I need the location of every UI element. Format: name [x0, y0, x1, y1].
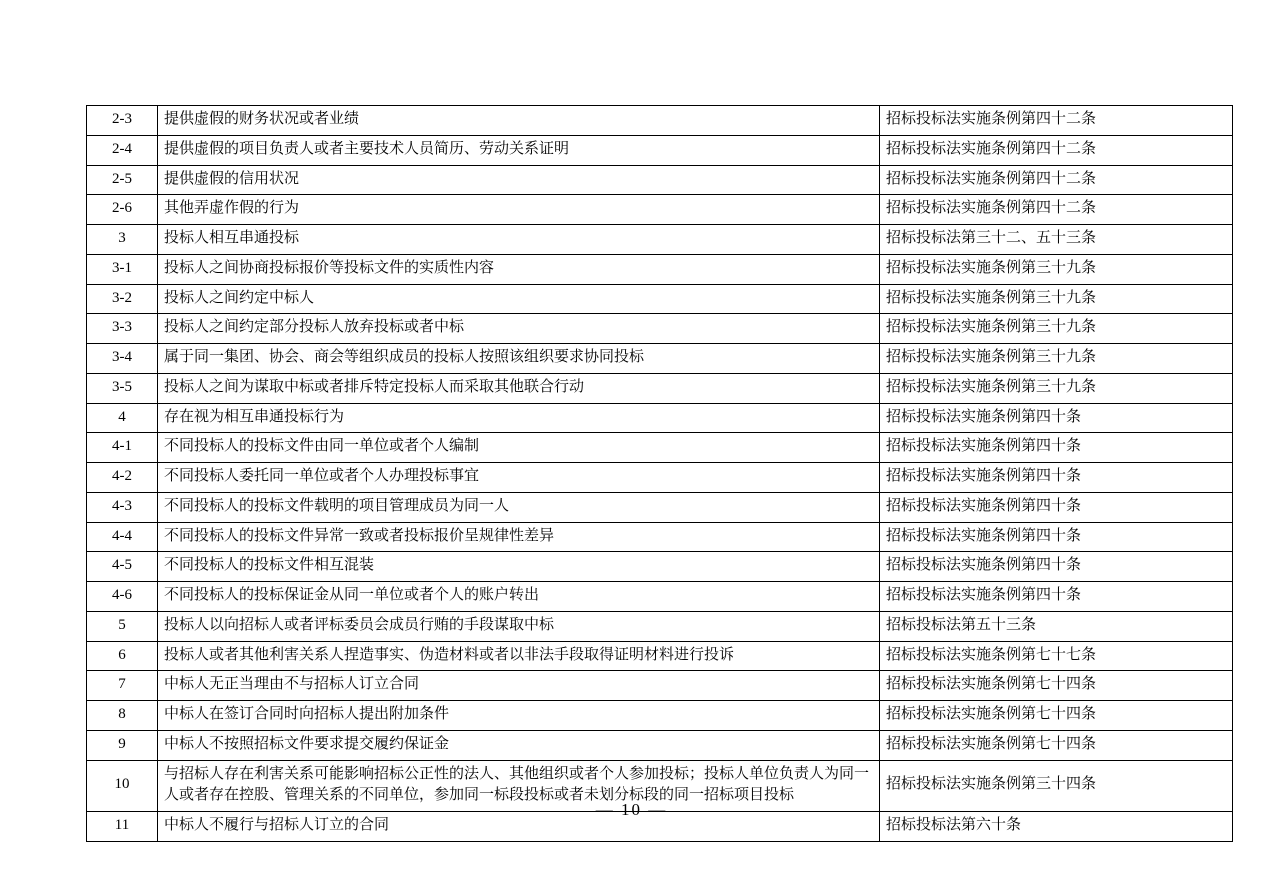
row-law-reference: 招标投标法实施条例第七十七条 [880, 641, 1233, 671]
row-description: 不同投标人的投标文件异常一致或者投标报价呈规律性差异 [158, 522, 880, 552]
row-number: 3-1 [87, 254, 158, 284]
table-row [87, 730, 1233, 760]
row-description: 不同投标人的投标文件由同一单位或者个人编制 [158, 433, 880, 463]
table-row [87, 373, 1233, 403]
page-number: — 10 — [595, 800, 668, 819]
row-number: 2-4 [87, 135, 158, 165]
table-row [87, 611, 1233, 641]
row-number: 4-2 [87, 463, 158, 493]
row-law-reference: 招标投标法实施条例第三十九条 [880, 344, 1233, 374]
row-description: 属于同一集团、协会、商会等组织成员的投标人按照该组织要求协同投标 [158, 344, 880, 374]
row-law-reference: 招标投标法实施条例第七十四条 [880, 671, 1233, 701]
row-number: 6 [87, 641, 158, 671]
table-row [87, 195, 1233, 225]
row-number: 2-5 [87, 165, 158, 195]
row-number: 3-4 [87, 344, 158, 374]
table-row [87, 582, 1233, 612]
row-description: 投标人相互串通投标 [158, 225, 880, 255]
table-row [87, 552, 1233, 582]
row-law-reference: 招标投标法实施条例第四十条 [880, 433, 1233, 463]
row-law-reference: 招标投标法实施条例第三十四条 [880, 760, 1233, 812]
table-row [87, 165, 1233, 195]
row-number: 3-5 [87, 373, 158, 403]
table-row [87, 671, 1233, 701]
row-law-reference: 招标投标法实施条例第四十条 [880, 552, 1233, 582]
row-law-reference: 招标投标法实施条例第三十九条 [880, 284, 1233, 314]
table-row [87, 433, 1233, 463]
row-description: 其他弄虚作假的行为 [158, 195, 880, 225]
table-row [87, 641, 1233, 671]
row-number: 4 [87, 403, 158, 433]
row-number: 5 [87, 611, 158, 641]
row-law-reference: 招标投标法实施条例第四十条 [880, 522, 1233, 552]
table-row [87, 492, 1233, 522]
table-row [87, 225, 1233, 255]
row-law-reference: 招标投标法实施条例第四十二条 [880, 165, 1233, 195]
table-row [87, 106, 1233, 136]
row-number: 10 [87, 760, 158, 812]
row-number: 9 [87, 730, 158, 760]
table-row [87, 344, 1233, 374]
row-description: 提供虚假的信用状况 [158, 165, 880, 195]
row-law-reference: 招标投标法实施条例第三十九条 [880, 373, 1233, 403]
row-number: 4-1 [87, 433, 158, 463]
row-description: 不同投标人的投标文件相互混装 [158, 552, 880, 582]
row-law-reference: 招标投标法实施条例第四十二条 [880, 106, 1233, 136]
row-law-reference: 招标投标法实施条例第三十九条 [880, 254, 1233, 284]
row-number: 4-3 [87, 492, 158, 522]
row-law-reference: 招标投标法实施条例第四十二条 [880, 195, 1233, 225]
row-number: 7 [87, 671, 158, 701]
row-law-reference: 招标投标法实施条例第四十条 [880, 492, 1233, 522]
row-description: 中标人在签订合同时向招标人提出附加条件 [158, 701, 880, 731]
row-description: 中标人不按照招标文件要求提交履约保证金 [158, 730, 880, 760]
row-description: 投标人之间约定部分投标人放弃投标或者中标 [158, 314, 880, 344]
row-description: 提供虚假的项目负责人或者主要技术人员简历、劳动关系证明 [158, 135, 880, 165]
row-description: 投标人之间为谋取中标或者排斥特定投标人而采取其他联合行动 [158, 373, 880, 403]
row-number: 4-5 [87, 552, 158, 582]
row-description: 中标人不履行与招标人订立的合同 [158, 812, 880, 842]
row-number: 2-6 [87, 195, 158, 225]
row-law-reference: 招标投标法实施条例第七十四条 [880, 730, 1233, 760]
row-law-reference: 招标投标法第六十条 [880, 812, 1233, 842]
row-number: 3 [87, 225, 158, 255]
row-number: 3-2 [87, 284, 158, 314]
row-law-reference: 招标投标法实施条例第四十条 [880, 582, 1233, 612]
table-row [87, 254, 1233, 284]
row-description: 投标人或者其他利害关系人捏造事实、伪造材料或者以非法手段取得证明材料进行投诉 [158, 641, 880, 671]
row-law-reference: 招标投标法实施条例第四十二条 [880, 135, 1233, 165]
row-description: 提供虚假的财务状况或者业绩 [158, 106, 880, 136]
row-description: 不同投标人委托同一单位或者个人办理投标事宜 [158, 463, 880, 493]
table-row [87, 463, 1233, 493]
violation-list-table [86, 105, 1233, 842]
table-row [87, 403, 1233, 433]
row-number: 3-3 [87, 314, 158, 344]
row-number: 4-4 [87, 522, 158, 552]
row-description: 与招标人存在利害关系可能影响招标公正性的法人、其他组织或者个人参加投标；投标人单位负责人为同一人或者存在控股、管理关系的不同单位，参加同一标段投标或者未划分标段的同一招标项目投标 [158, 760, 880, 812]
row-law-reference: 招标投标法实施条例第四十条 [880, 463, 1233, 493]
row-law-reference: 招标投标法实施条例第三十九条 [880, 314, 1233, 344]
table-body [87, 106, 1233, 842]
row-number: 8 [87, 701, 158, 731]
row-law-reference: 招标投标法第三十二、五十三条 [880, 225, 1233, 255]
row-description: 中标人无正当理由不与招标人订立合同 [158, 671, 880, 701]
row-description: 不同投标人的投标文件载明的项目管理成员为同一人 [158, 492, 880, 522]
row-description: 投标人之间约定中标人 [158, 284, 880, 314]
row-number: 4-6 [87, 582, 158, 612]
row-number: 11 [87, 812, 158, 842]
table-row [87, 284, 1233, 314]
table-row [87, 701, 1233, 731]
table-row [87, 314, 1233, 344]
row-number: 2-3 [87, 106, 158, 136]
table-row [87, 135, 1233, 165]
row-description: 投标人之间协商投标报价等投标文件的实质性内容 [158, 254, 880, 284]
row-law-reference: 招标投标法第五十三条 [880, 611, 1233, 641]
table-row [87, 522, 1233, 552]
row-law-reference: 招标投标法实施条例第四十条 [880, 403, 1233, 433]
row-description: 不同投标人的投标保证金从同一单位或者个人的账户转出 [158, 582, 880, 612]
row-law-reference: 招标投标法实施条例第七十四条 [880, 701, 1233, 731]
row-description: 投标人以向招标人或者评标委员会成员行贿的手段谋取中标 [158, 611, 880, 641]
row-description: 存在视为相互串通投标行为 [158, 403, 880, 433]
